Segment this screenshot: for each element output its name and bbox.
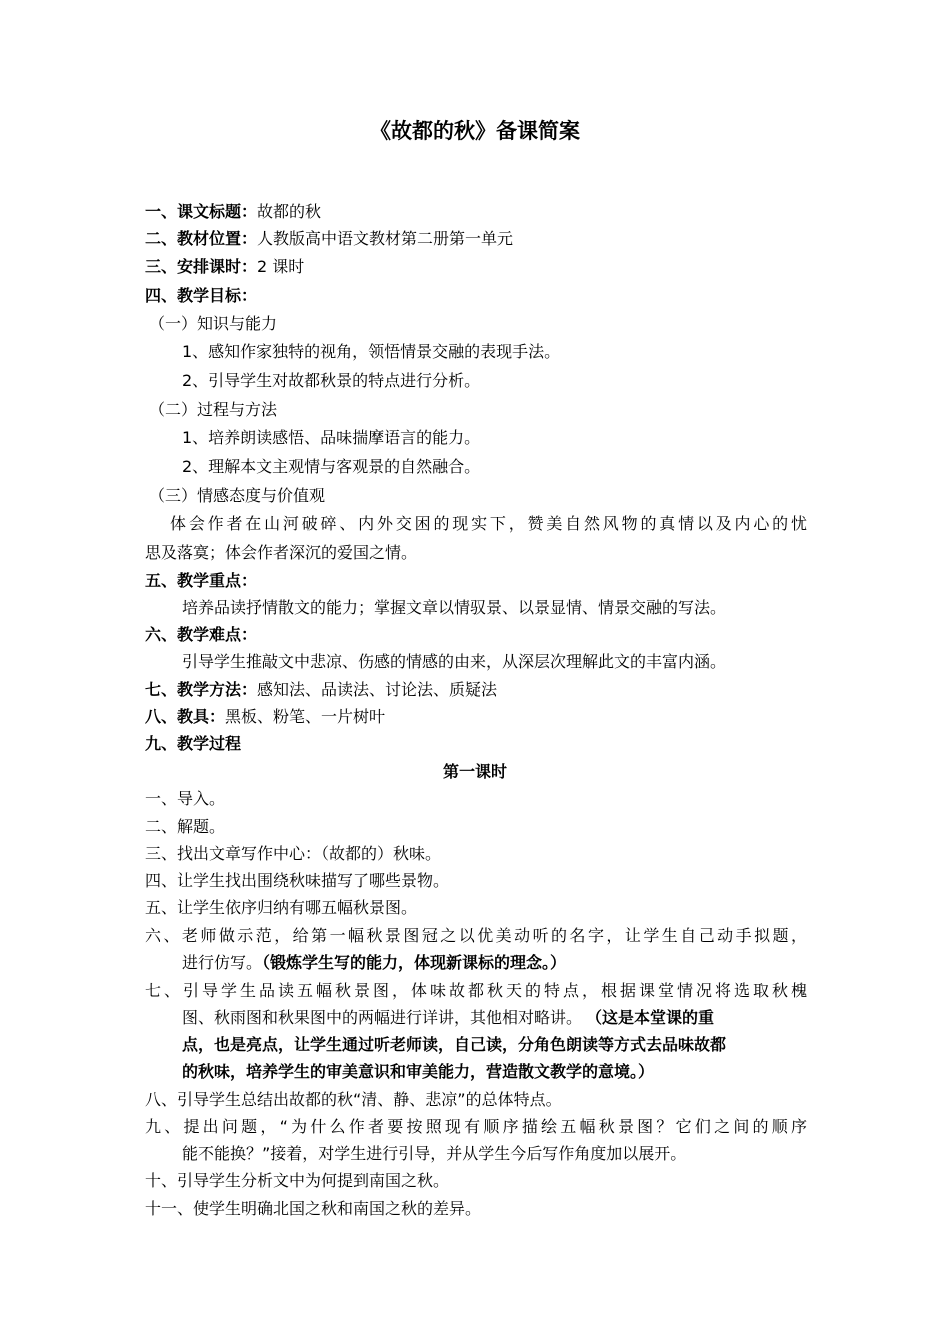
goal-item: 1、培养朗读感悟、品味揣摩语言的能力。 — [182, 428, 481, 447]
step-text: 进行仿写。 — [182, 953, 263, 972]
section-lesson-title — [145, 198, 815, 225]
step-note: （这是本堂课的重 — [594, 1008, 715, 1027]
section-label: 八、教具： — [145, 707, 226, 726]
goal-attitude-text-line2: 思及落寞；体会作者深沉的爱国之情。 — [145, 543, 418, 562]
process-step-7-line4: 的秋味，培养学生的审美意识和审美能力，营造散文教学的意境。） — [182, 1062, 655, 1081]
goal-item: 2、引导学生对故都秋景的特点进行分析。 — [182, 371, 481, 390]
section-label: 一、课文标题： — [145, 202, 258, 221]
goal-attitude-text-line1: 体会作者在山河破碎、内外交困的现实下，赞美自然风物的真情以及内心的忧 — [170, 514, 807, 533]
process-step: 八、引导学生总结出故都的秋“清、静、悲凉”的总体特点。 — [145, 1090, 562, 1109]
section-class-hours — [145, 253, 815, 280]
section-label: 七、教学方法： — [145, 680, 258, 699]
process-step: 四、让学生找出围绕秋味描写了哪些景物。 — [145, 871, 450, 890]
goal-item: 2、理解本文主观情与客观景的自然融合。 — [182, 457, 481, 476]
goal-group-knowledge: （一）知识与能力 — [149, 314, 278, 333]
section-teaching-methods — [145, 676, 815, 703]
section-teaching-process: 九、教学过程 — [145, 734, 242, 753]
step-text: 图、秋雨图和秋果图中的两幅进行详讲，其他相对略讲。 — [182, 1008, 583, 1027]
lesson-heading: 第一课时 — [442, 762, 507, 781]
section-textbook-position — [145, 225, 815, 252]
process-step-6-line2 — [182, 949, 852, 976]
document-title: 《故都的秋》备课简案 — [370, 119, 580, 143]
section-label: 三、安排课时： — [145, 257, 258, 276]
goal-group-attitude: （三）情感态度与价值观 — [149, 486, 326, 505]
process-step: 一、导入。 — [145, 789, 226, 808]
section-key-points: 五、教学重点： — [145, 571, 258, 590]
section-value: 人教版高中语文教材第二册第一单元 — [257, 229, 514, 248]
goal-item: 1、感知作家独特的视角，领悟情景交融的表现手法。 — [182, 342, 561, 361]
process-step: 十、引导学生分析文中为何提到南国之秋。 — [145, 1171, 450, 1190]
process-step-7-line3: 点，也是亮点，让学生通过听老师读，自己读，分角色朗读等方式去品味故都 — [182, 1035, 727, 1054]
section-value: 故都的秋 — [257, 202, 322, 221]
process-step-7-line2 — [182, 1004, 852, 1031]
section-value: 黑板、粉笔、一片树叶 — [225, 707, 386, 726]
process-step-9-line1: 九、提出问题，“为什么作者要按照现有顺序描绘五幅秋景图？它们之间的顺序 — [145, 1117, 807, 1136]
process-step: 三、找出文章写作中心：（故都的）秋味。 — [145, 844, 442, 863]
section-value: 2 课时 — [257, 257, 305, 276]
section-label: 二、教材位置： — [145, 229, 258, 248]
goal-group-process: （二）过程与方法 — [149, 400, 278, 419]
process-step: 十一、使学生明确北国之秋和南国之秋的差异。 — [145, 1199, 482, 1218]
process-step-7-line1: 七、引导学生品读五幅秋景图，体味故都秋天的特点，根据课堂情况将选取秋槐 — [145, 981, 807, 1000]
process-step-9-line2: 能不能换？”接着，对学生进行引导，并从学生今后写作角度加以展开。 — [182, 1144, 687, 1163]
key-points-text: 培养品读抒情散文的能力；掌握文章以情驭景、以景显情、情景交融的写法。 — [182, 598, 727, 617]
step-note: （锻炼学生写的能力，体现新课标的理念。） — [262, 953, 567, 972]
process-step: 五、让学生依序归纳有哪五幅秋景图。 — [145, 898, 418, 917]
section-value: 感知法、品读法、讨论法、质疑法 — [257, 680, 498, 699]
section-teaching-tools — [145, 703, 815, 730]
difficulties-text: 引导学生推敲文中悲凉、伤感的情感的由来，从深层次理解此文的丰富内涵。 — [182, 652, 727, 671]
process-step: 二、解题。 — [145, 817, 226, 836]
section-teaching-goals: 四、教学目标： — [145, 286, 258, 305]
section-difficulties: 六、教学难点： — [145, 625, 258, 644]
process-step-6-line1: 六、老师做示范，给第一幅秋景图冠之以优美动听的名字，让学生自己动手拟题， — [145, 926, 807, 945]
